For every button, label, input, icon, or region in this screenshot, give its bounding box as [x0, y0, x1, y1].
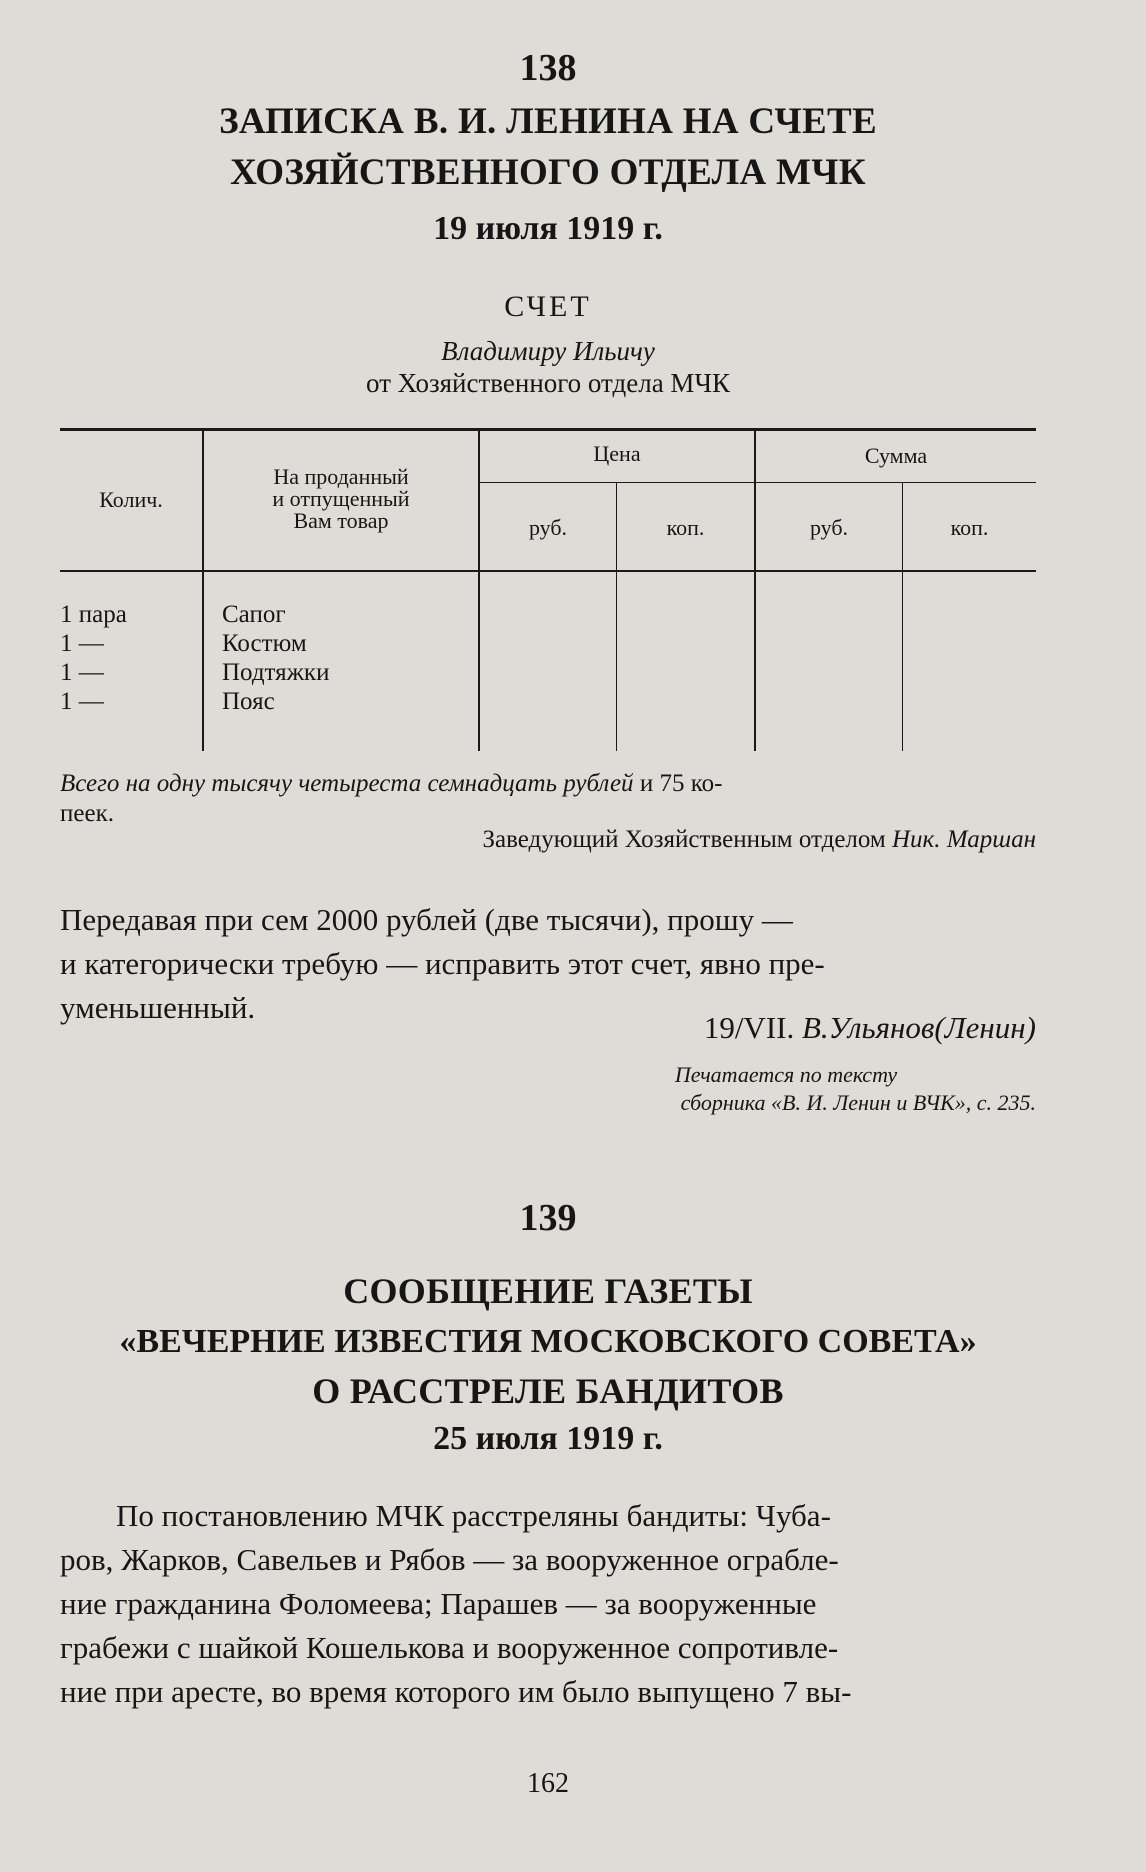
- table-header-rule: [60, 570, 1036, 572]
- col-header-goods-line1: На проданный: [273, 464, 409, 489]
- body-line-1: По постановлению МЧК расстреляны бандиты: Чуба-: [116, 1498, 831, 1533]
- table-subheader-rule: [480, 482, 1036, 483]
- row-4-qty: 1 —: [60, 688, 104, 715]
- body-line-3: ние гражданина Фоломеева; Парашев — за вооруженные: [60, 1586, 817, 1621]
- book-page: [60, 0, 1036, 1872]
- row-3-item: Подтяжки: [222, 659, 330, 686]
- doc139-title-line1: СООБЩЕНИЕ ГАЗЕТЫ: [343, 1271, 753, 1311]
- col-header-sum-rub: руб.: [809, 515, 849, 540]
- note-line-1: Передавая при сем 2000 рублей (две тысячи), прошу —: [60, 902, 793, 937]
- col-header-qty: Колич.: [99, 487, 163, 512]
- table-top-rule: [60, 428, 1036, 431]
- source-note: [536, 1062, 1036, 1088]
- row-2-item: Костюм: [222, 630, 307, 657]
- row-1-item: Сапог: [222, 601, 286, 628]
- note-line-3: уменьшенный.: [60, 990, 256, 1025]
- doc139-title-line3: О РАССТРЕЛЕ БАНДИТОВ: [312, 1371, 784, 1411]
- doc139-title-line2: «ВЕЧЕРНИЕ ИЗВЕСТИЯ МОСКОВСКОГО СОВЕТА»: [119, 1323, 977, 1360]
- row-2-qty: 1 —: [60, 630, 104, 657]
- row-3-qty: 1 —: [60, 659, 104, 686]
- body-line-5: ние при аресте, во время которого им было выпущено 7 вы-: [60, 1674, 852, 1709]
- row-1-qty: 1 пара: [60, 601, 127, 628]
- note-signature: В.Ульянов(Ленин): [801, 1010, 1036, 1045]
- invoice-total-line: [60, 770, 1036, 798]
- invoice-total-continuation: пеек.: [60, 800, 114, 827]
- page-number: 162: [527, 1768, 569, 1799]
- invoice-signature: [483, 826, 1037, 854]
- signature-name: Ник. Маршан: [892, 826, 1036, 853]
- doc138-title-line1: ЗАПИСКА В. И. ЛЕНИНА НА СЧЕТЕ: [219, 101, 877, 142]
- col-header-goods-line3: Вам товар: [293, 508, 389, 533]
- col-header-price-kop: коп.: [666, 515, 705, 540]
- table-vrule-2: [478, 431, 480, 751]
- invoice-addressee: Владимиру Ильичу: [441, 336, 655, 366]
- note-date: 19/VII.: [703, 1010, 795, 1045]
- body-line-4: грабежи с шайкой Кошелькова и вооруженное сопротивле-: [60, 1630, 839, 1665]
- invoice-from: от Хозяйственного отдела МЧК: [365, 368, 730, 398]
- col-header-price-rub: руб.: [528, 515, 568, 540]
- col-header-goods-line2: и отпущенный: [272, 486, 410, 511]
- col-header-sum: Сумма: [864, 443, 928, 468]
- col-header-goods: [204, 466, 478, 532]
- doc139-date: 25 июля 1919 г.: [433, 1420, 663, 1457]
- doc138-title-line2: ХОЗЯЙСТВЕННОГО ОТДЕЛА МЧК: [230, 152, 866, 193]
- document-number-139: 139: [519, 1197, 577, 1239]
- note-signature-block: [704, 1010, 1036, 1046]
- body-line-2: ров, Жарков, Савельев и Рябов — за вооруженное ограбле-: [60, 1542, 839, 1577]
- source-line-1: Печатается по тексту: [674, 1062, 898, 1087]
- doc139-body: [60, 1494, 1036, 1714]
- col-header-price: Цена: [593, 441, 641, 466]
- table-vrule-4: [754, 431, 756, 751]
- col-header-sum-kop: коп.: [950, 515, 989, 540]
- doc138-date: 19 июля 1919 г.: [433, 210, 663, 247]
- invoice-total-italic: Всего на одну тысячу четыреста семнадцать рублей: [60, 770, 634, 797]
- invoice-heading: СЧЕТ: [504, 290, 592, 323]
- signature-label: Заведующий Хозяйственным отделом: [482, 826, 886, 853]
- document-number-138: 138: [519, 47, 577, 89]
- invoice-total-plain: и 75 ко-: [639, 770, 723, 797]
- row-4-item: Пояс: [222, 688, 275, 715]
- source-line-2: сборника «В. И. Ленин и ВЧК», с. 235.: [680, 1090, 1036, 1115]
- note-line-2: и категорически требую — исправить этот счет, явно пре-: [60, 946, 825, 981]
